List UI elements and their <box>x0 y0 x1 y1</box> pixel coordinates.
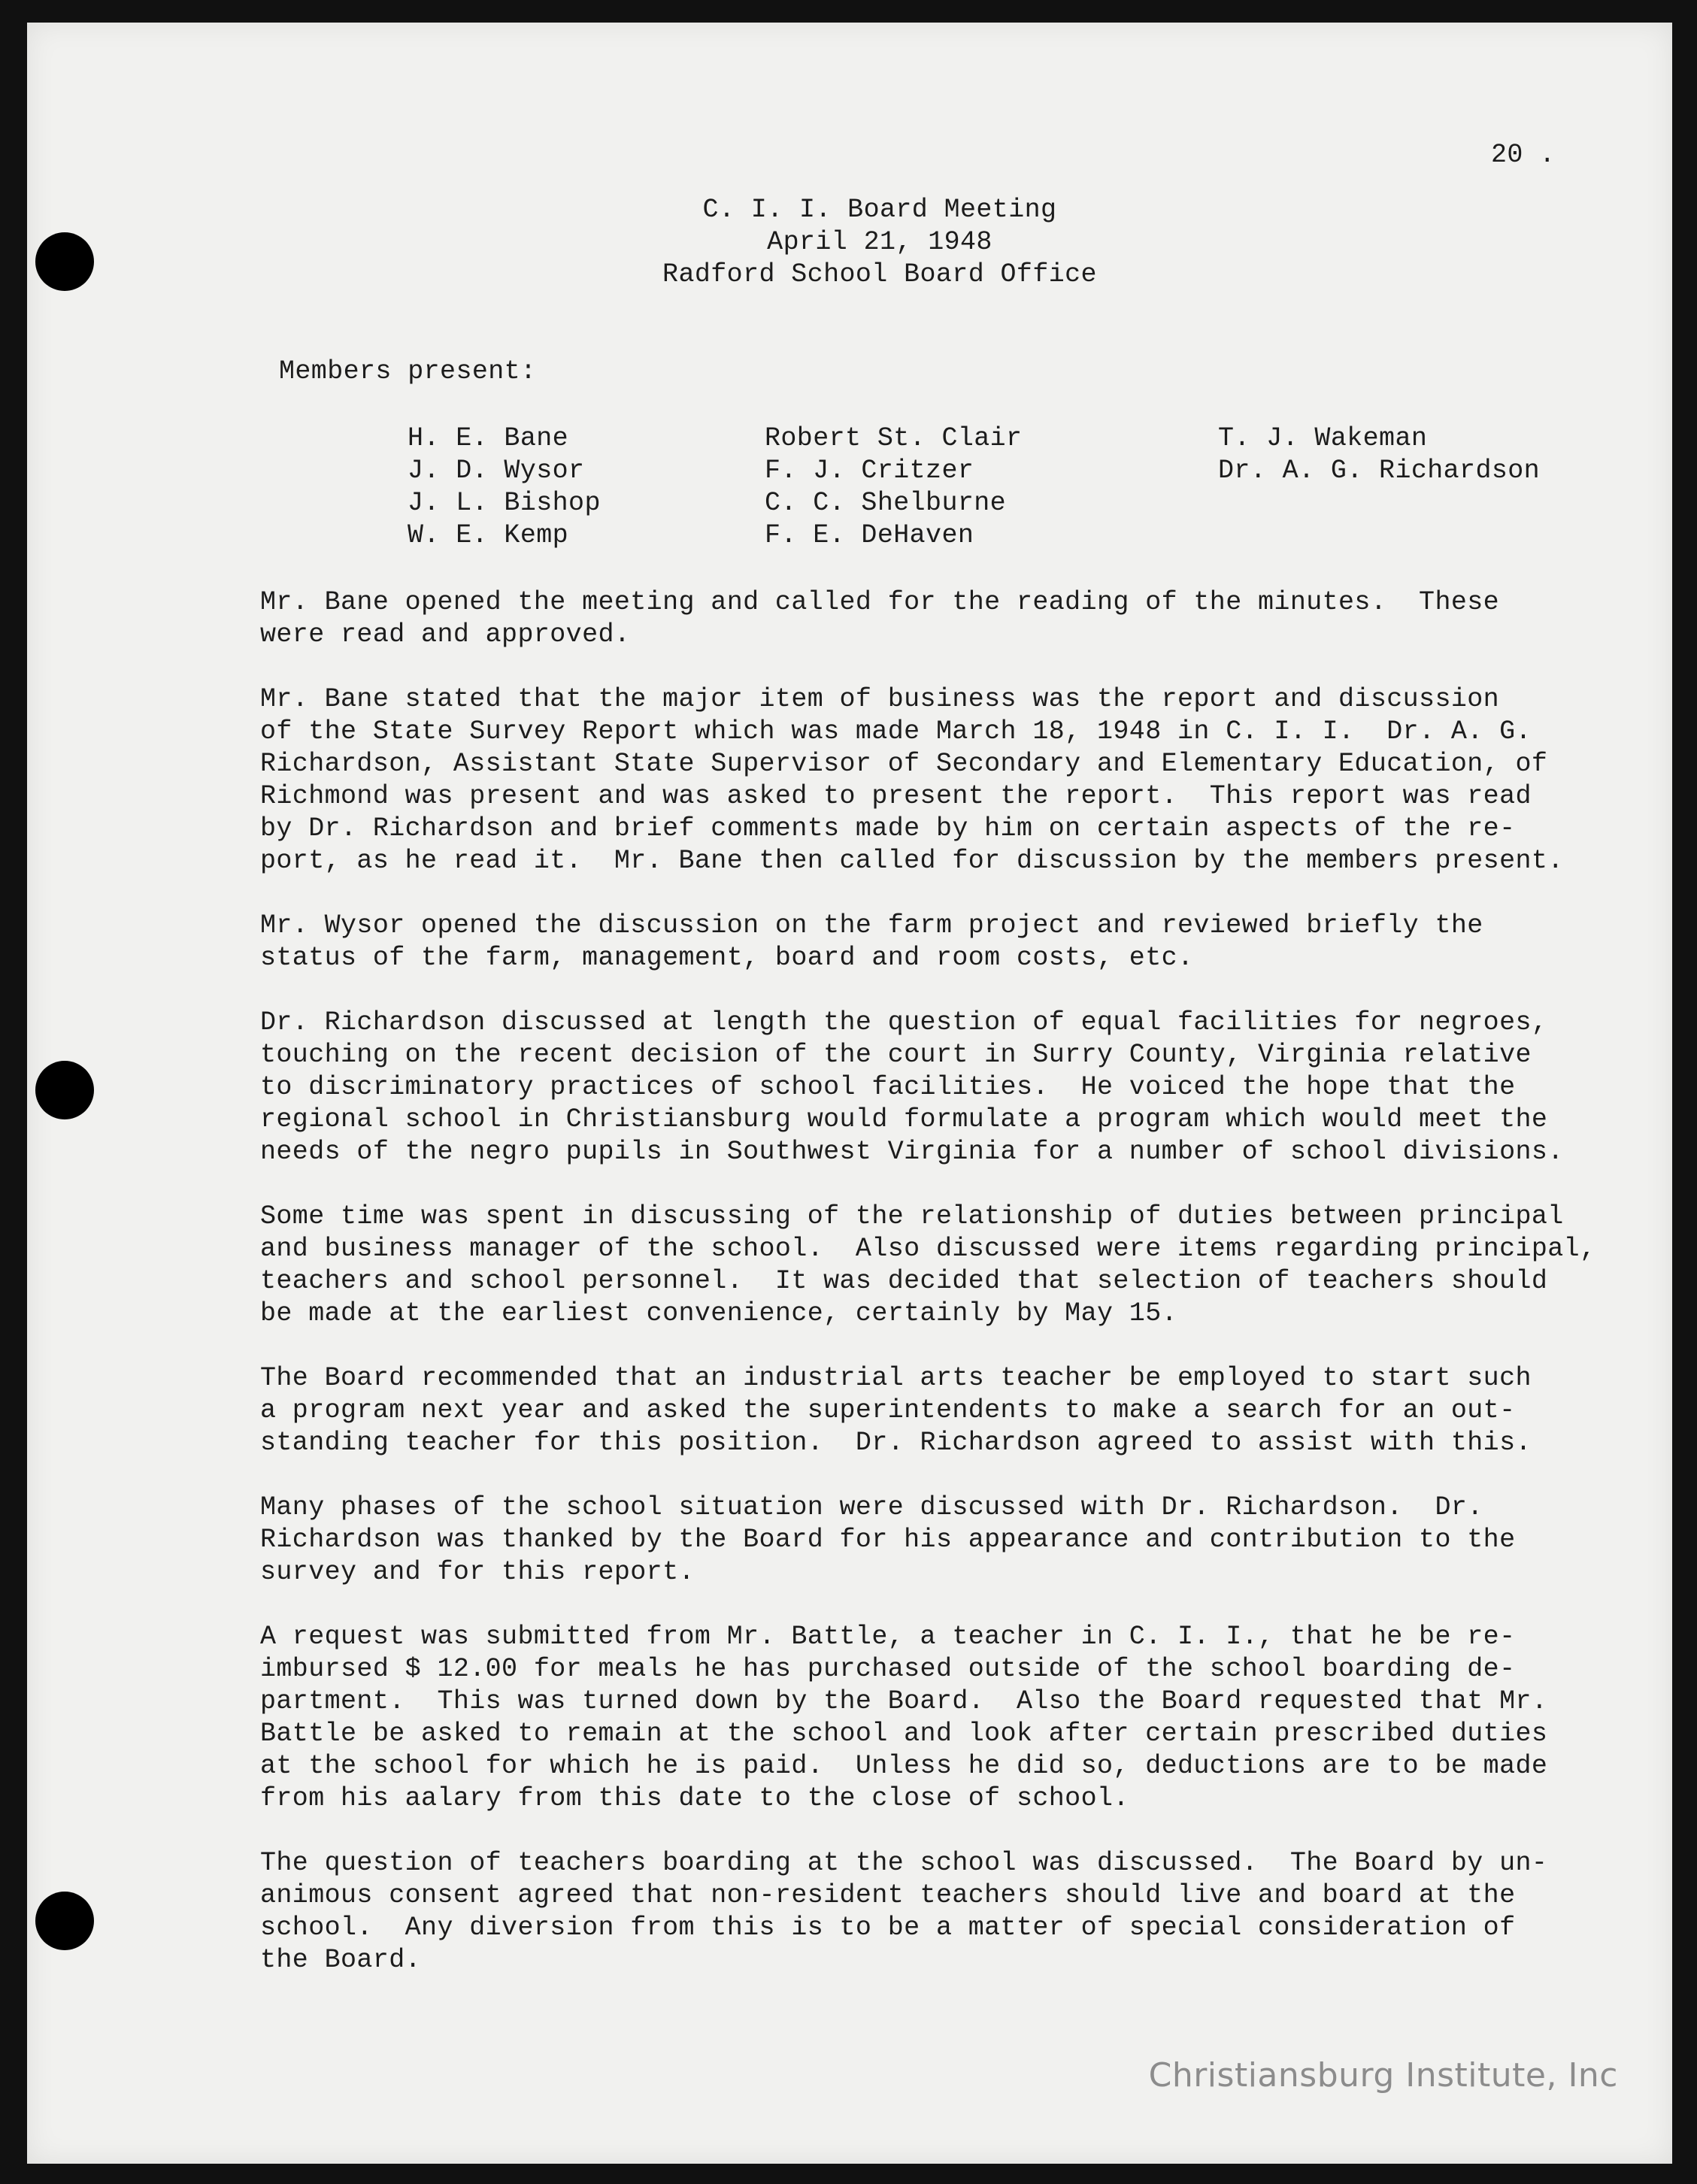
watermark: Christiansburg Institute, Inc <box>1148 2056 1618 2095</box>
text-line: Some time was spent in discussing of the relationship of duties between principal <box>260 1201 1564 1231</box>
text-line: teachers and school personnel. It was decided that selection of teachers should <box>260 1266 1548 1296</box>
text-line: Richardson was thanked by the Board for his appearance and contribution to the <box>260 1525 1516 1555</box>
text-line: be made at the earliest convenience, certainly by May 15. <box>260 1298 1177 1328</box>
text-line: touching on the recent decision of the court in Surry County, Virginia relative <box>260 1040 1532 1070</box>
members-present-label: Members present: <box>279 356 537 386</box>
text-line: Richardson, Assistant State Supervisor of Secondary and Elementary Education, of <box>260 749 1548 779</box>
text-line: Mr. Bane opened the meeting and called for the reading of the minutes. These <box>260 587 1500 617</box>
text-line: of the State Survey Report which was made March 18, 1948 in C. I. I. Dr. A. G. <box>260 716 1532 747</box>
members-column-2 <box>765 423 1022 552</box>
binder-hole-bottom <box>35 1892 94 1950</box>
page-number: 20 . <box>1491 140 1556 170</box>
member-name: J. L. Bishop <box>408 488 601 518</box>
text-line: Many phases of the school situation were discussed with Dr. Richardson. Dr. <box>260 1492 1483 1522</box>
member-name: Dr. A. G. Richardson <box>1218 456 1541 486</box>
member-name: J. D. Wysor <box>408 456 585 486</box>
text-line: a program next year and asked the superintendents to make a search for an out- <box>260 1395 1516 1425</box>
paragraph-battle-request <box>260 1621 1614 1815</box>
member-name: F. E. DeHaven <box>765 520 974 550</box>
text-line: regional school in Christiansburg would formulate a program which would meet the <box>260 1104 1548 1134</box>
member-name: C. C. Shelburne <box>765 488 1007 518</box>
paragraph-teacher-boarding <box>260 1847 1614 1977</box>
paragraph-equal-facilities <box>260 1007 1614 1168</box>
text-line: partment. This was turned down by the Board. Also the Board requested that Mr. <box>260 1686 1548 1716</box>
text-line: Battle be asked to remain at the school and look after certain prescribed duties <box>260 1719 1548 1749</box>
member-name: H. E. Bane <box>408 423 569 453</box>
member-name: T. J. Wakeman <box>1218 423 1428 453</box>
text-line: imbursed $ 12.00 for meals he has purchased outside of the school boarding de- <box>260 1654 1516 1684</box>
text-line: school. Any diversion from this is to be a matter of special consideration of <box>260 1913 1516 1943</box>
text-line: Richmond was present and was asked to present the report. This report was read <box>260 781 1532 811</box>
text-line: standing teacher for this position. Dr. Richardson agreed to assist with this. <box>260 1428 1532 1458</box>
text-line: Mr. Bane stated that the major item of business was the report and discussion <box>260 684 1500 714</box>
paragraph-industrial-arts <box>260 1362 1614 1459</box>
text-line: status of the farm, management, board and room costs, etc. <box>260 943 1194 973</box>
text-line: survey and for this report. <box>260 1557 695 1587</box>
text-line: were read and approved. <box>260 619 631 650</box>
members-column-3 <box>1218 423 1540 487</box>
binder-hole-middle <box>35 1061 94 1119</box>
text-line: from his aalary from this date to the close of school. <box>260 1783 1129 1813</box>
paragraph-thanks <box>260 1492 1614 1589</box>
text-line: animous consent agreed that non-resident teachers should live and board at the <box>260 1880 1516 1910</box>
paragraph-farm-project <box>260 910 1614 974</box>
paragraph-survey-report <box>260 683 1614 877</box>
member-name: F. J. Critzer <box>765 456 974 486</box>
member-name: Robert St. Clair <box>765 423 1023 453</box>
minutes-body <box>260 586 1614 2009</box>
member-name: W. E. Kemp <box>408 520 569 550</box>
text-line: the Board. <box>260 1945 422 1975</box>
text-line: at the school for which he is paid. Unless he did so, deductions are to be made <box>260 1751 1548 1781</box>
meeting-date: April 21, 1948 <box>767 227 992 257</box>
meeting-header <box>0 194 1697 291</box>
meeting-title: C. I. I. Board Meeting <box>702 195 1057 225</box>
text-line: port, as he read it. Mr. Bane then called for discussion by the members present. <box>260 846 1564 876</box>
text-line: needs of the negro pupils in Southwest Virginia for a number of school divisions. <box>260 1137 1564 1167</box>
text-line: by Dr. Richardson and brief comments made by him on certain aspects of the re- <box>260 813 1516 844</box>
text-line: Dr. Richardson discussed at length the question of equal facilities for negroes, <box>260 1007 1548 1037</box>
paragraph-opening <box>260 586 1614 651</box>
text-line: A request was submitted from Mr. Battle, a teacher in C. I. I., that he be re- <box>260 1622 1516 1652</box>
members-column-1 <box>408 423 601 552</box>
text-line: Mr. Wysor opened the discussion on the farm project and reviewed briefly the <box>260 910 1483 941</box>
text-line: and business manager of the school. Also discussed were items regarding principal, <box>260 1234 1596 1264</box>
text-line: The Board recommended that an industrial arts teacher be employed to start such <box>260 1363 1532 1393</box>
paragraph-duties <box>260 1201 1614 1330</box>
text-line: to discriminatory practices of school facilities. He voiced the hope that the <box>260 1072 1516 1102</box>
text-line: The question of teachers boarding at the school was discussed. The Board by un- <box>260 1848 1548 1878</box>
meeting-location: Radford School Board Office <box>662 259 1097 289</box>
